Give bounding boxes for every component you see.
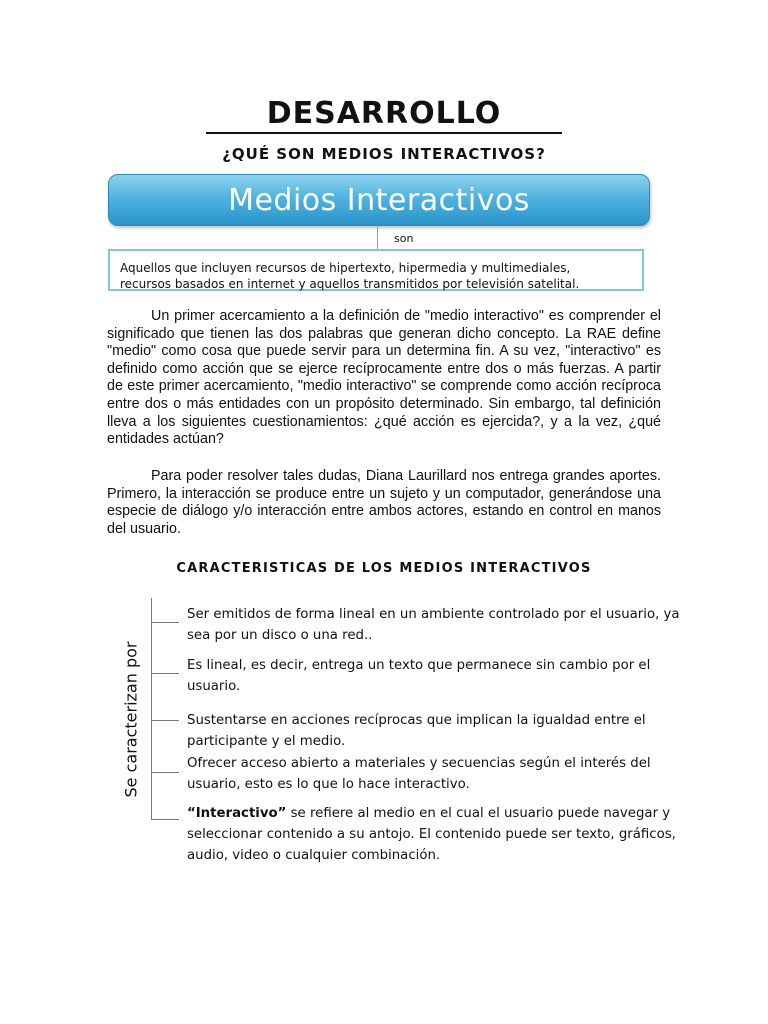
body-paragraph: Para poder resolver tales dudas, Diana Laurillard nos entrega grandes aportes. Primero, la interacción se produce entre un sujeto y un computador, generándose una especie de diálogo y/o interacción entre ambos actores, estando en control en manos del usuario.: [107, 468, 661, 537]
concept-map-link-word: son: [394, 232, 414, 245]
concept-map-header: [108, 174, 650, 226]
characteristic-item: Ofrecer acceso abierto a materiales y secuencias según el interés del usuario, esto es lo que lo hace interactivo.: [187, 756, 651, 792]
title-underline: [206, 132, 562, 134]
concept-map-definition-line: Aquellos que incluyen recursos de hipertexto, hipermedia y multimediales,: [120, 261, 571, 275]
page-title: DESARROLLO: [266, 96, 502, 131]
page-subtitle: ¿QUÉ SON MEDIOS INTERACTIVOS?: [222, 145, 546, 163]
characteristic-item: Es lineal, es decir, entrega un texto que permanece sin cambio por el usuario.: [187, 658, 651, 694]
concept-map-definition-box: [108, 249, 644, 291]
characteristic-item-text: se refiere al medio en el cual el usuario puede navegar y seleccionar contenido a su antojo. El contenido puede ser texto, gráficos, audio, video o cualquier combinación.: [187, 806, 676, 863]
bracket-tick: [151, 720, 179, 721]
characteristic-item: Sustentarse en acciones recíprocas que implican la igualdad entre el participante y el medio.: [187, 713, 646, 749]
characteristic-item: [187, 803, 687, 866]
bracket-tick: [151, 772, 179, 773]
concept-map-definition-line: recursos basados en internet y aquellos transmitidos por televisión satelital.: [120, 277, 580, 291]
bracket-tick: [151, 673, 179, 674]
concept-map-header-label: Medios Interactivos: [228, 182, 530, 218]
bracket-tick: [151, 819, 179, 820]
characteristic-item-bold: “Interactivo”: [187, 806, 287, 821]
section-title: CARACTERISTICAS DE LOS MEDIOS INTERACTIVOS: [176, 561, 592, 576]
characteristic-item: Ser emitidos de forma lineal en un ambiente controlado por el usuario, ya sea por un disco o una red..: [187, 607, 680, 643]
bracket-label-text: Se caracterizan por: [121, 641, 141, 798]
body-paragraph: Un primer acercamiento a la definición de "medio interactivo" es comprender el significado que tienen las dos palabras que generan dicho concepto. La RAE define "medio" como cosa que puede servir para un determina fin. A su vez, "interactivo" es definido como acción que se ejerce recíprocamente entre dos o más fuerzas. A partir de este primer acercamiento, "medio interactivo" se comprende como acción recíproca entre dos o más entidades con un propósito determinado. Sin embargo, tal definición lleva a los siguientes cuestionamientos: ¿qué acción es ejercida?, y a la vez, ¿qué entidades actúan?: [107, 308, 661, 448]
bracket-line: [151, 598, 152, 820]
concept-map-connector: [377, 225, 378, 249]
bracket-tick: [151, 622, 179, 623]
